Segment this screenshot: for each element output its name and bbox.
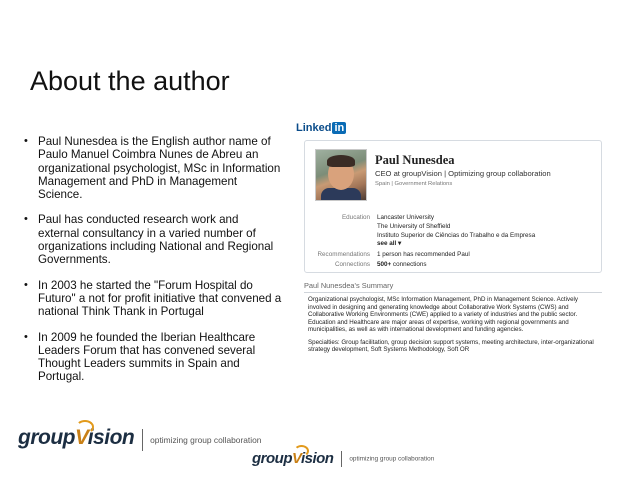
groupvision-tagline: optimizing group collaboration <box>150 434 262 445</box>
groupvision-wordmark: groupVision <box>252 450 334 467</box>
profile-name[interactable]: Paul Nunesdea <box>375 153 455 167</box>
recommendations-value[interactable]: 1 person has recommended Paul <box>377 251 470 258</box>
bullet-text: In 2009 he founded the Iberian Healthcare Leaders Forum that has convened several Thought Leaders summits in Spain and Portugal. <box>38 330 256 384</box>
bullet-list <box>24 135 282 396</box>
bullet-item <box>24 331 282 384</box>
bullet-dot: • <box>24 135 28 147</box>
logo-separator <box>142 429 143 451</box>
bullet-dot: • <box>24 278 28 291</box>
bullet-dot: • <box>24 213 28 226</box>
summary-title: Paul Nunesdea's Summary <box>304 281 394 290</box>
linkedin-profile-card <box>304 140 602 273</box>
connections-suffix: connections <box>391 261 427 268</box>
education-item[interactable]: Lancaster University <box>377 214 435 221</box>
connections-count: 500+ <box>377 261 392 268</box>
groupvision-tagline: optimizing group collaboration <box>349 455 435 463</box>
bullet-text: Paul has conducted research work and external consultancy in a varied number of organizations including National and Regional Governments. <box>38 213 274 267</box>
specialties-text: Specialties: Group facilitation, group decision support systems, meeting architecture, inter-organizational strategy development, Soft Systems Methodology, Soft OR <box>308 338 594 353</box>
avatar <box>315 149 367 201</box>
education-label: Education <box>341 214 370 221</box>
groupvision-wordmark: groupVision <box>18 426 135 449</box>
connections-label: Connections <box>334 261 370 268</box>
summary-divider <box>304 292 602 293</box>
logo-separator <box>341 451 342 467</box>
bullet-text: Paul Nunesdea is the English author name of Paulo Manuel Coimbra Nunes de Abreu an organizational psychologist, MSc in Information Management and PhD in Management Science. <box>38 135 281 202</box>
linkedin-in-badge: in <box>334 122 345 134</box>
summary-body <box>308 296 600 359</box>
summary-text: Organizational psychologist, MSc Information Management, PhD in Management Science. Actively involved in designing and generating knowledge about Collaborative Work Systems (CWS) and Collaborative Working Environments (CWE) applied to a variety of industries and the public sector. Education and Healthcare are major areas of expertise, working with regional governments and municipalities, as well as with international development and funding agencies. <box>308 296 578 333</box>
see-all-link[interactable]: see all ▾ <box>377 240 402 247</box>
linkedin-logo-text: Linked <box>296 122 332 134</box>
bullet-item <box>24 279 282 319</box>
groupvision-logo-center <box>252 450 434 468</box>
bullet-dot: • <box>24 330 28 343</box>
education-item[interactable]: The University of Sheffield <box>377 223 451 230</box>
bullet-item <box>24 135 282 201</box>
slide-title: About the author <box>30 66 230 96</box>
groupvision-logo-left <box>18 426 261 451</box>
education-item[interactable]: Instituto Superior de Ciências do Trabalho e da Empresa <box>377 232 536 239</box>
recommendations-label: Recommendations <box>317 251 370 258</box>
bullet-item <box>24 213 282 266</box>
linkedin-logo <box>296 122 346 134</box>
profile-location: Spain | Government Relations <box>375 181 453 187</box>
profile-headline: CEO at groupVision | Optimizing group collaboration <box>375 169 551 178</box>
bullet-text: In 2003 he started the "Forum Hospital do Futuro" a not for profit initiative that convened a national Think Thank in Portugal <box>38 278 282 319</box>
connections-value <box>377 261 427 268</box>
